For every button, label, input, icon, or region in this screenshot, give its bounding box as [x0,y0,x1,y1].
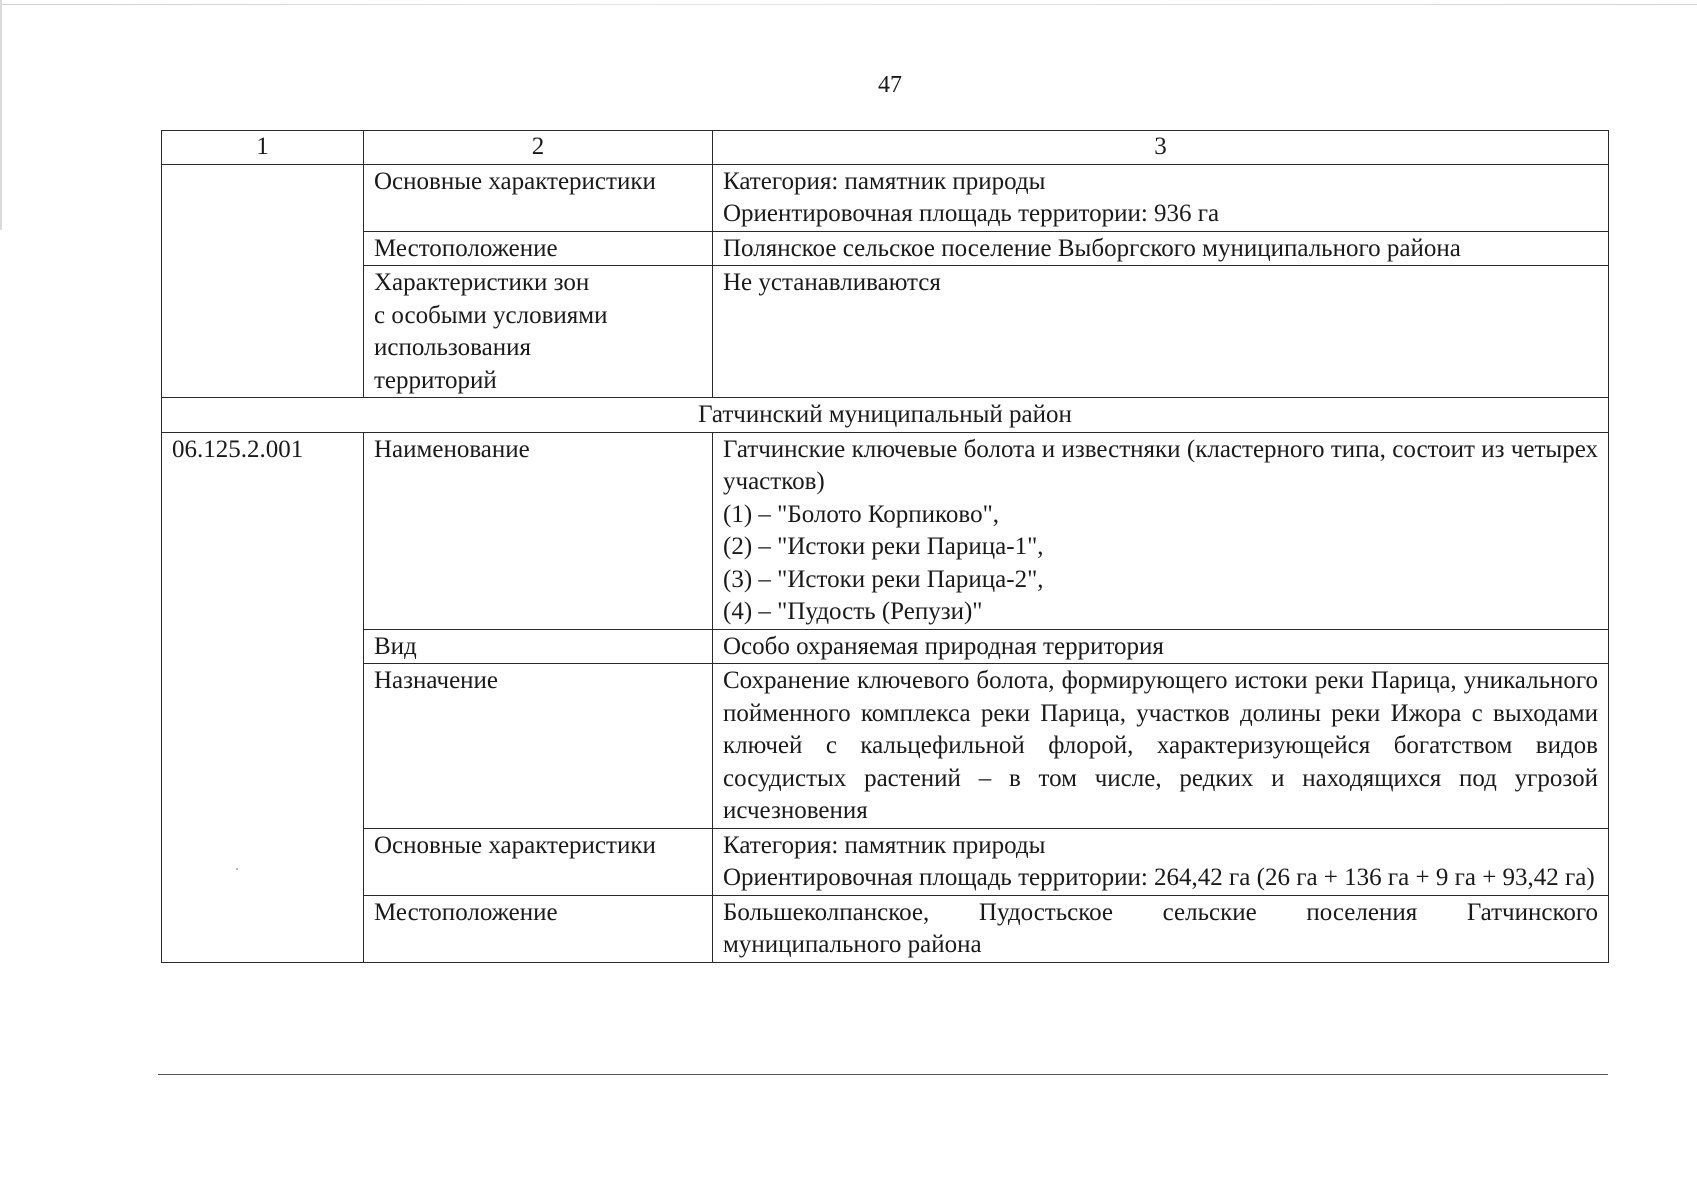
row-label [364,266,713,398]
category-line: Категория: памятник природы [723,167,1046,195]
site-item: (1) – "Болото Корпиково", [723,500,1000,528]
table-header-row [162,131,1609,165]
label-line: использования [374,334,531,361]
area-line: Ориентировочная площадь территории: 264,42 га (26 га + 136 га + 9 га + 93,42 га) [723,864,1595,891]
row-label: Наименование [364,432,713,629]
table-row [162,828,1609,895]
object-name: Гатчинские ключевые болота и известняки (кластерного типа, состоит из четырех участков) [723,435,1598,495]
area-line: Ориентировочная площадь территории: 936 га [723,200,1220,227]
section-row [162,398,1609,433]
row-value [713,828,1609,895]
row-value: Большеколпанское, Пудостьское сельские поселения Гатчинского муниципального района [713,895,1609,962]
row-label: Назначение [364,664,713,829]
row-label: Вид [364,629,713,664]
scan-speck [236,868,238,870]
header-col-1: 1 [162,131,364,165]
row-label: Основные характеристики [364,164,713,231]
row-value [713,164,1609,231]
row-label: Основные характеристики [364,828,713,895]
header-col-2: 2 [364,131,713,165]
object-code: 06.125.2.001 [162,432,364,962]
label-line: Характеристики зон [374,269,590,296]
label-line: с особыми условиями [374,301,608,329]
category-line: Категория: памятник природы [723,831,1046,859]
page-number: 47 [878,72,902,98]
table-row [162,432,1609,629]
section-title: Гатчинский муниципальный район [162,398,1609,433]
table-row [162,231,1609,266]
site-item: (4) – "Пудость (Репузи)" [723,598,983,625]
row-label: Местоположение [364,895,713,962]
table-row [162,895,1609,962]
row-value: Полянское сельское поселение Выборгского муниципального района [713,231,1609,266]
scan-edge-left [0,0,2,230]
code-cell-empty [162,164,364,398]
table-row [162,164,1609,231]
site-item: (2) – "Истоки реки Парица-1", [723,533,1044,560]
row-value: Сохранение ключевого болота, формирующего истоки реки Парица, уникального пойменного комплекса реки Парица, участков долины реки Ижора с выходами ключей с кальцефильной флорой, характеризующейся богатством видов сосудистых растений – в том числе, редких и находящихся под угрозой исчезновения [713,664,1609,829]
row-label: Местоположение [364,231,713,266]
table-row [162,266,1609,398]
site-item: (3) – "Истоки реки Парица-2", [723,565,1044,593]
row-value: Не устанавливаются [713,266,1609,398]
data-table [161,130,1609,963]
label-line: территорий [374,366,497,394]
row-value [713,432,1609,629]
header-col-3: 3 [713,131,1609,165]
scan-edge-top [0,4,1697,5]
table-row [162,664,1609,829]
table-row [162,629,1609,664]
row-value: Особо охраняемая природная территория [713,629,1609,664]
footer-rule [158,1074,1608,1075]
